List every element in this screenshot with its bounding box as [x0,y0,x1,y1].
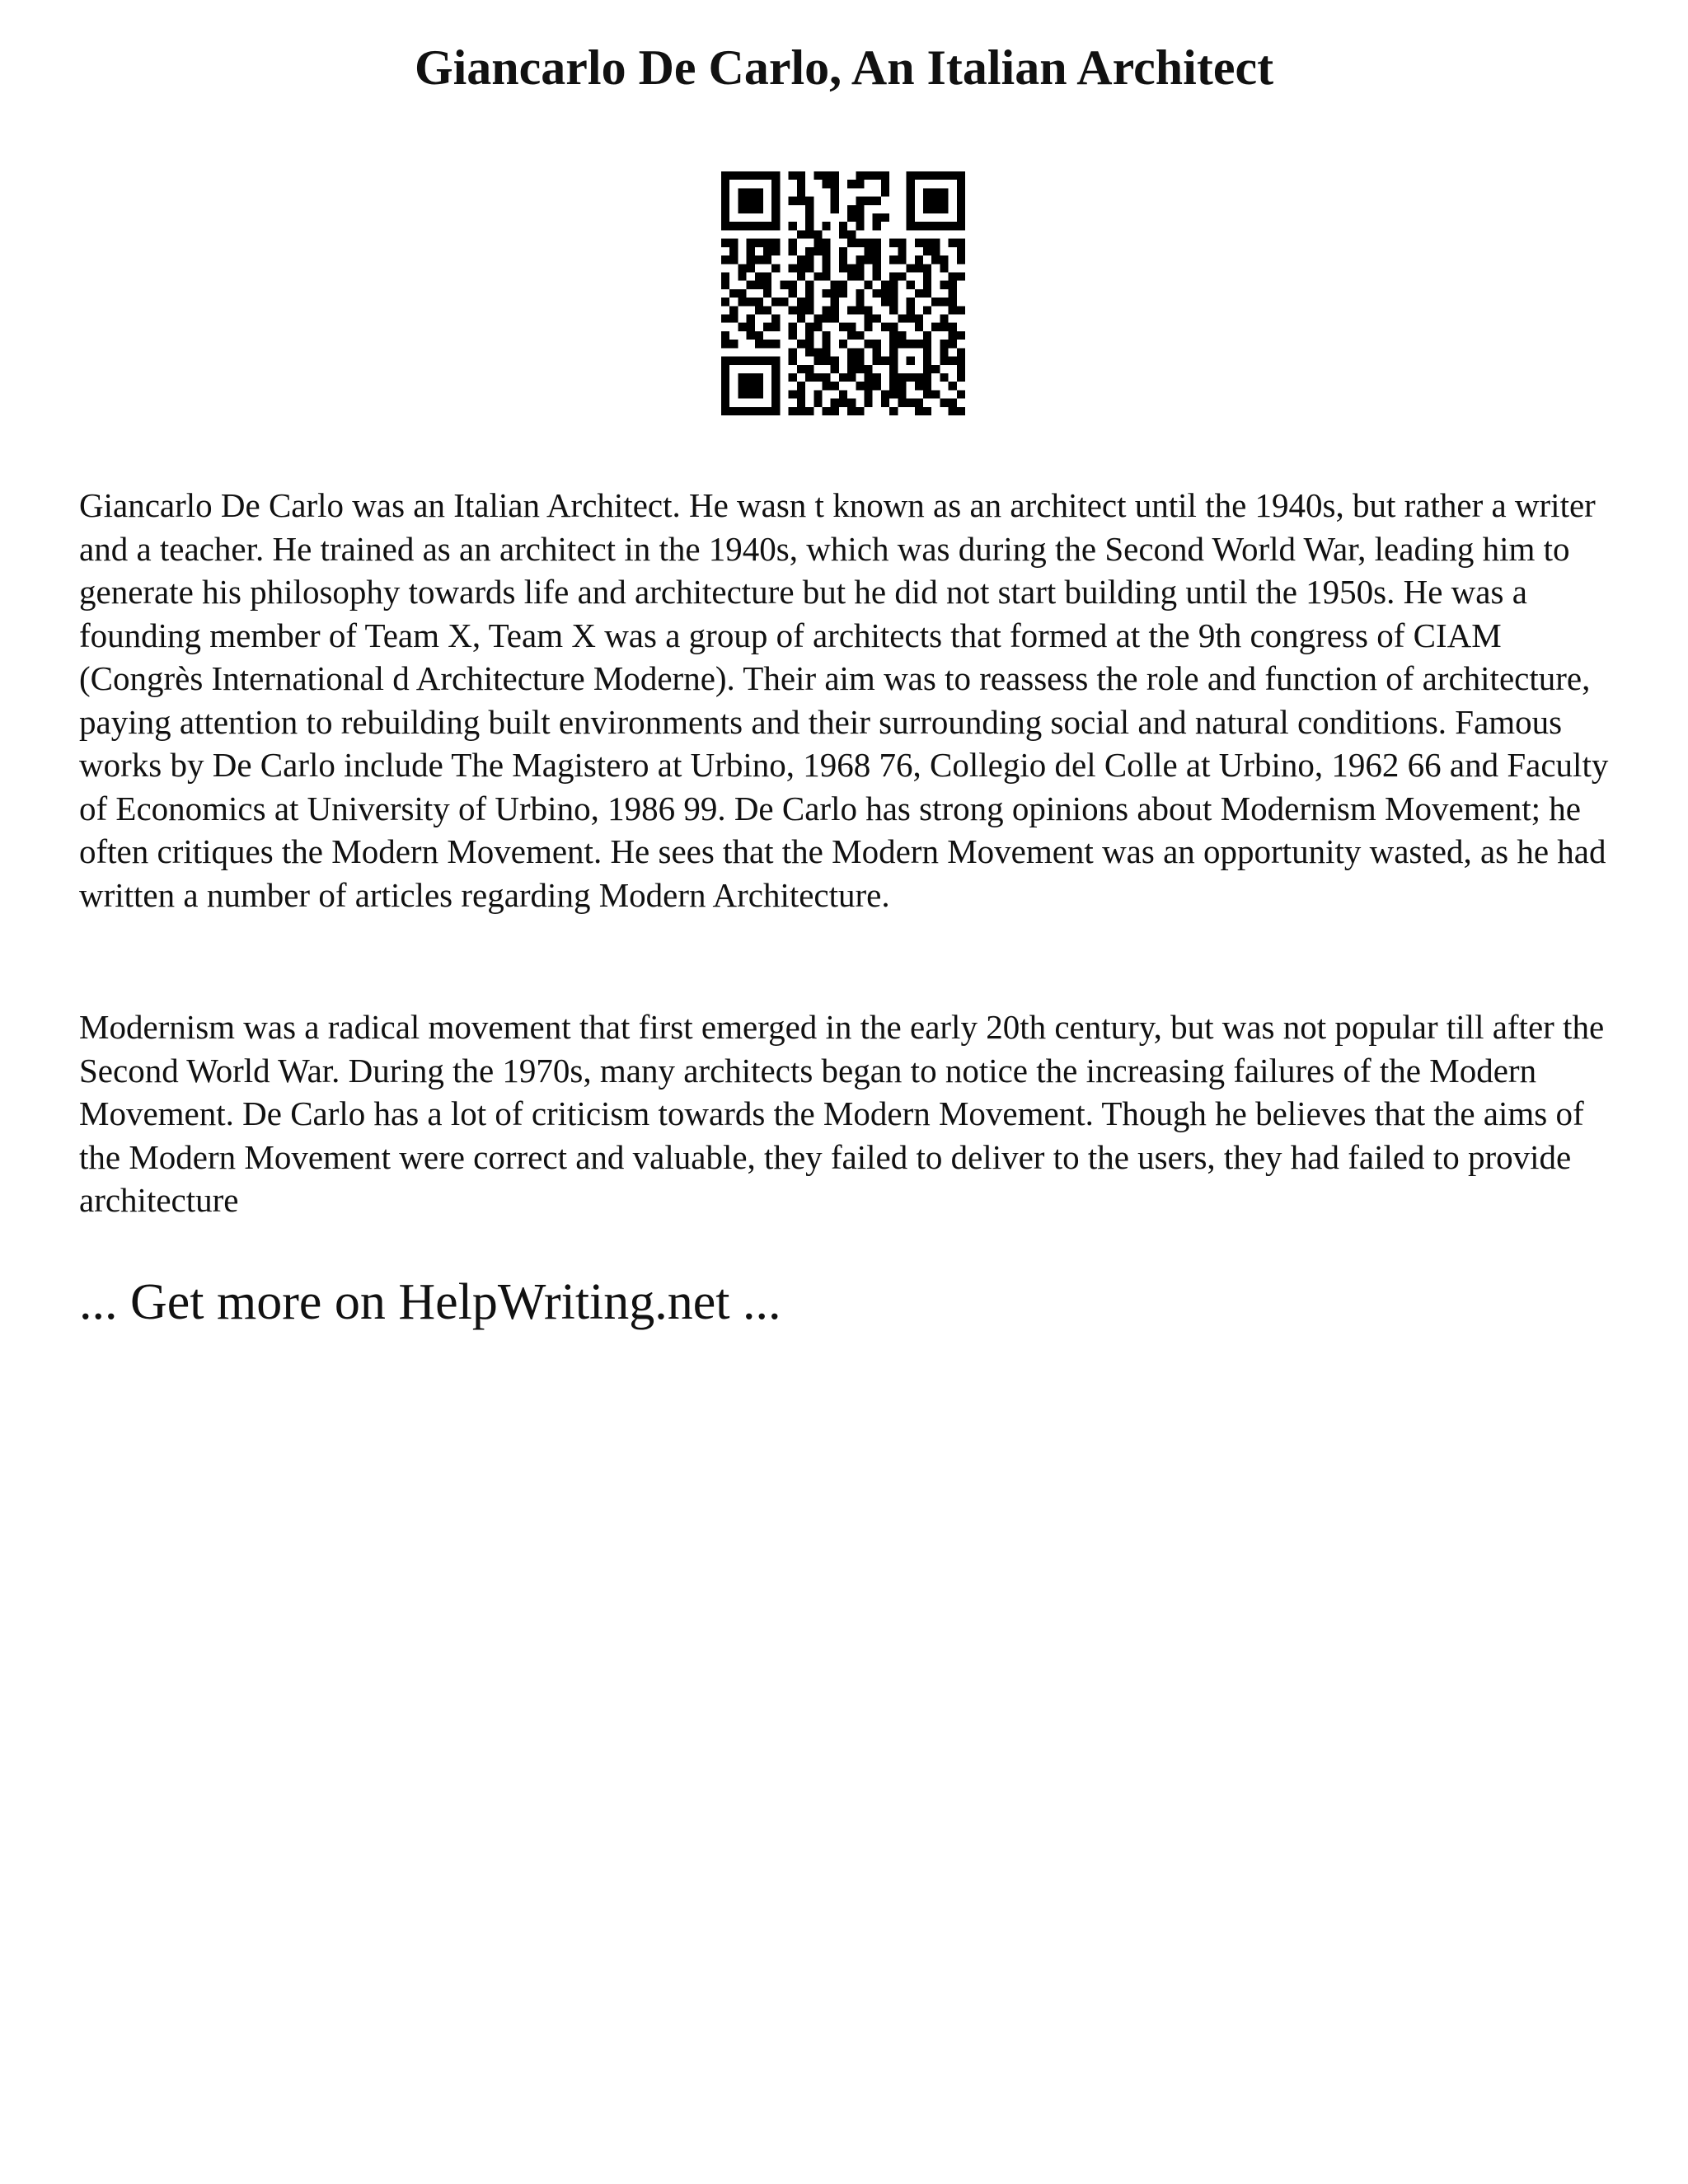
get-more-link[interactable]: ... Get more on HelpWriting.net ... [79,1274,781,1330]
page-title: Giancarlo De Carlo, An Italian Architect [414,40,1274,95]
qr-code-icon [721,171,965,415]
body-paragraph-1: Giancarlo De Carlo was an Italian Architect. He wasn t known as an architect until the 1940s, but rather a writer and a teacher. He trained as an architect in the 1940s, which was during the Second World War, leading him to generate his philosophy towards life and architecture but he did not start building until the 1950s. He was a founding member of Team X, Team X was a group of architects that formed at the 9th congress of CIAM (Congrès International d Architecture Moderne). Their aim was to reassess the role and function of architecture, paying attention to rebuilding built environments and their surrounding social and natural conditions. Famous works by De Carlo include The Magistero at Urbino, 1968 76, Collegio del Colle at Urbino, 1962 66 and Faculty of Economics at University of Urbino, 1986 99. De Carlo has strong opinions about Modernism Movement; he often critiques the Modern Movement. He sees that the Modern Movement was an opportunity wasted, as he had written a number of articles regarding Modern Architecture. [79,486,1609,914]
body-paragraph-2: Modernism was a radical movement that first emerged in the early 20th century, but was not popular till after the Second World War. During the 1970s, many architects began to notice the increasing failures of the Modern Movement. De Carlo has a lot of criticism towards the Modern Movement. Though he believes that the aims of the Modern Movement were correct and valuable, they failed to deliver to the users, they had failed to provide architecture [79,1008,1605,1219]
